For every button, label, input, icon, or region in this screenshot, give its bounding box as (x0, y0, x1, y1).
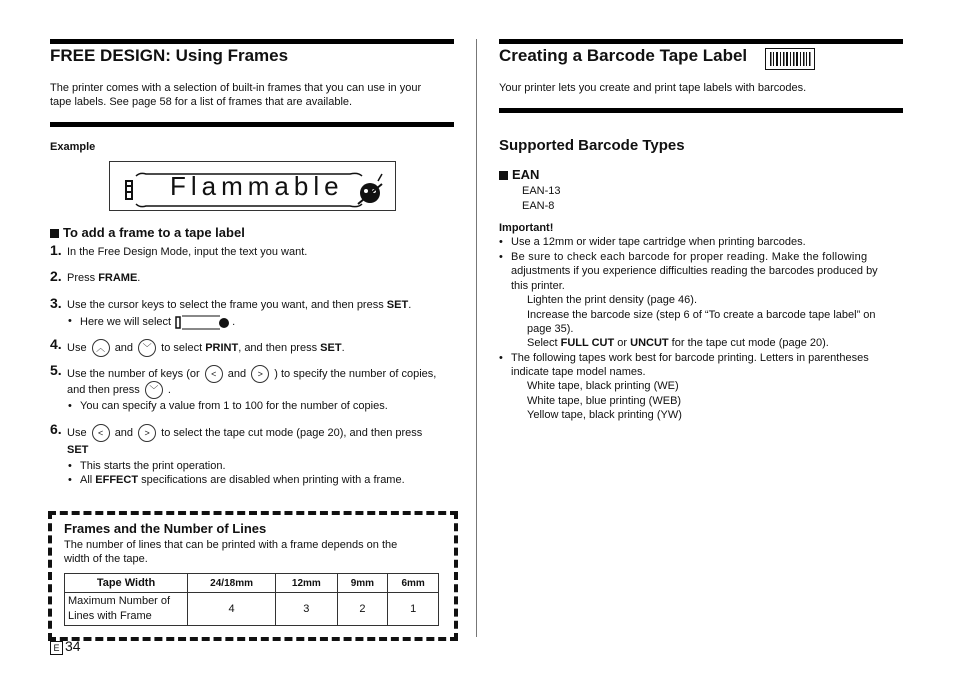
adjustment-2-line2: page 35). (527, 323, 574, 335)
table-cell: 2 (337, 593, 388, 626)
page-number: 34 (65, 638, 81, 654)
right-arrow-key-icon: > (138, 424, 156, 442)
step-5-number: 5. (50, 362, 62, 378)
step-6-number: 6. (50, 421, 62, 437)
tape-model: White tape, black printing (WE) (527, 380, 679, 392)
example-label: Example (50, 141, 96, 153)
left-intro-2: tape labels. See page 58 for a list of frames that are available. (50, 96, 353, 108)
table-header: Tape Width (65, 574, 188, 593)
step-2-number: 2. (50, 268, 62, 284)
important-bullet-2: • Be sure to check each barcode for proper reading. Make the following (511, 250, 867, 265)
column-divider (476, 39, 477, 637)
example-tape-text: Flammable (170, 171, 344, 201)
tape-model: White tape, blue printing (WEB) (527, 395, 682, 407)
down-arrow-key-icon: ﹀ (138, 339, 156, 357)
important-bullet-1: • Use a 12mm or wider tape cartridge when printing barcodes. (511, 235, 806, 250)
step-3-bullet: • Here we will select . (80, 314, 235, 330)
table-header: 12mm (276, 574, 337, 593)
adjustment-1: Lighten the print density (page 46). (527, 294, 698, 306)
step-6-bullet-1: • This starts the print operation. (80, 459, 226, 474)
example-tape-label (109, 161, 396, 211)
tape-model: Yellow tape, black printing (YW) (527, 409, 682, 421)
step-1-text: In the Free Design Mode, input the text you want. (67, 246, 308, 258)
left-title: FREE DESIGN: Using Frames (50, 46, 289, 65)
down-arrow-key-icon: ﹀ (145, 381, 163, 399)
table-header: 6mm (388, 574, 439, 593)
ean-item: EAN-8 (522, 200, 555, 212)
small-frame-icon (174, 314, 232, 330)
important-label: Important! (499, 222, 554, 234)
box-desc-1: The number of lines that can be printed with a frame depends on the (64, 539, 398, 551)
step-5-text: Use the number of keys (or < and > ) to specify the number of copies, (67, 365, 436, 383)
adjustment-2: Increase the barcode size (step 6 of “To create a barcode tape label” on (527, 309, 876, 321)
right-intro: Your printer lets you create and print tape labels with barcodes. (499, 82, 807, 94)
square-bullet-icon (50, 229, 59, 238)
frames-table (64, 573, 439, 626)
step-5-line2: and then press ﹀ . (67, 381, 171, 399)
divider-rule-left (50, 122, 454, 127)
page-letter-box: E (50, 641, 63, 655)
barcode-types-subhead: Supported Barcode Types (499, 137, 685, 154)
table-cell: 1 (388, 593, 439, 626)
ean-heading: EAN (499, 167, 539, 182)
step-2-text: Press FRAME. (67, 272, 141, 284)
right-title: Creating a Barcode Tape Label (499, 46, 748, 65)
top-rule-left (50, 39, 454, 44)
step-6-bullet-2: • All EFFECT specifications are disabled when printing with a frame. (80, 473, 405, 488)
box-desc-2: width of the tape. (64, 553, 148, 565)
table-row-label: Maximum Number of Lines with Frame (65, 593, 188, 626)
step-4-number: 4. (50, 336, 62, 352)
step-1-number: 1. (50, 242, 62, 258)
important-bullet-3-line2: indicate tape model names. (511, 366, 646, 378)
step-3-number: 3. (50, 295, 62, 311)
step-4-text: Use ︿ and ﹀ to select PRINT, and then press SET. (67, 339, 345, 357)
left-arrow-key-icon: < (92, 424, 110, 442)
box-title: Frames and the Number of Lines (64, 521, 267, 536)
table-header: 24/18mm (188, 574, 276, 593)
up-arrow-key-icon: ︿ (92, 339, 110, 357)
barcode-icon (765, 48, 815, 70)
important-bullet-2-line3: this printer. (511, 280, 565, 292)
divider-rule-right (499, 108, 903, 113)
step-3-text: Use the cursor keys to select the frame you want, and then press SET. (67, 299, 412, 311)
left-intro-1: The printer comes with a selection of built-in frames that you can use in your (50, 82, 422, 94)
important-bullet-2-line2: adjustments if you experience difficulties reading the barcodes produced by (511, 265, 878, 277)
table-cell: 3 (276, 593, 337, 626)
ean-item: EAN-13 (522, 185, 561, 197)
square-bullet-icon (499, 171, 508, 180)
important-bullet-3: • The following tapes work best for barcode printing. Letters in parentheses (511, 351, 869, 366)
right-arrow-key-icon: > (251, 365, 269, 383)
table-cell: 4 (188, 593, 276, 626)
top-rule-right (499, 39, 903, 44)
step-6-text: Use < and > to select the tape cut mode (page 20), and then press (67, 424, 454, 442)
add-frame-subhead: To add a frame to a tape label (50, 225, 245, 240)
step-6-key: SET (67, 444, 89, 456)
adjustment-3: Select FULL CUT or UNCUT for the tape cut mode (page 20). (527, 337, 829, 349)
table-header: 9mm (337, 574, 388, 593)
left-arrow-key-icon: < (205, 365, 223, 383)
step-5-bullet: • You can specify a value from 1 to 100 for the number of copies. (80, 399, 388, 414)
